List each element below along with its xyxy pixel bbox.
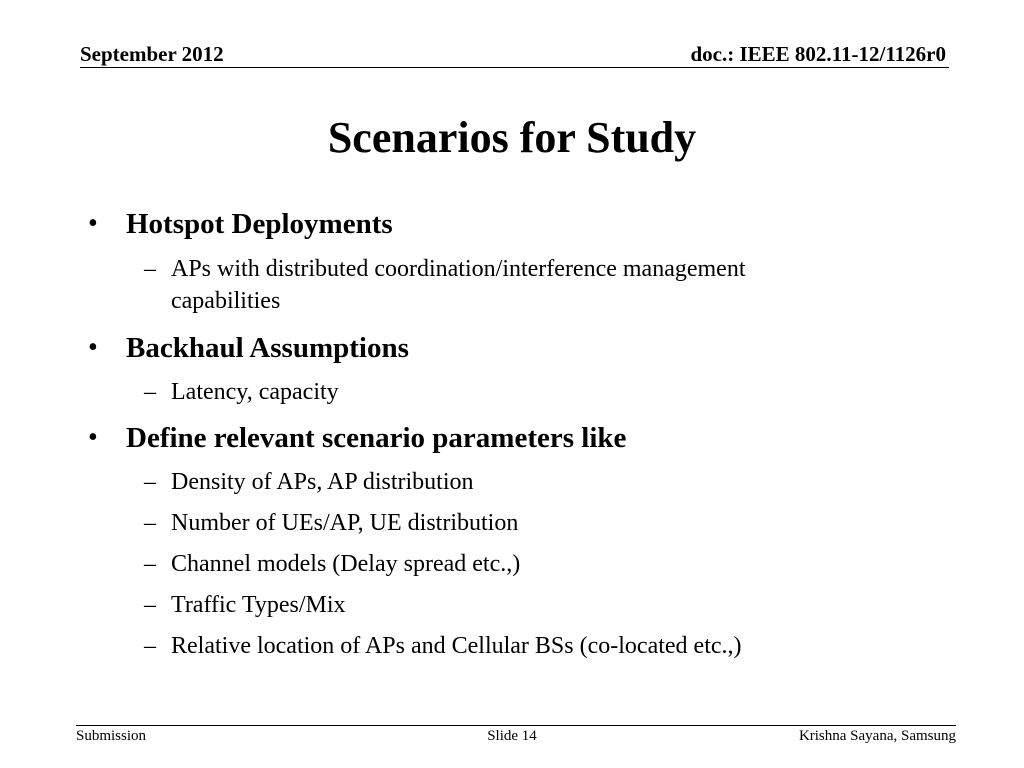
sub-bullet-text: Latency, capacity [171,379,339,405]
sub-bullet-text: Relative location of APs and Cellular BSs (co-located etc.,) [171,633,742,659]
sub-bullet-text-continued: capabilities [171,288,281,314]
dash-icon: – [144,633,156,659]
dash-icon: – [144,551,156,577]
footer-divider [76,725,956,726]
dash-icon: – [144,510,156,536]
header-date: September 2012 [80,42,224,66]
slide-title: Scenarios for Study [327,113,697,162]
sub-bullet-text: APs with distributed coordination/interference management [171,256,746,282]
bullet-text: Define relevant scenario parameters like [126,422,627,454]
header-doc-id: doc.: IEEE 802.11-12/1126r0 [690,42,946,66]
footer-author: Krishna Sayana, Samsung [798,728,956,744]
bullet-icon: • [88,208,98,239]
footer-submission: Submission [76,728,147,744]
bullet-icon: • [88,422,98,453]
sub-bullet-text: Density of APs, AP distribution [171,469,474,495]
sub-bullet-text: Number of UEs/AP, UE distribution [171,510,519,536]
sub-bullet-text: Traffic Types/Mix [171,592,346,618]
sub-bullet-text: Channel models (Delay spread etc.,) [171,551,521,577]
dash-icon: – [144,379,156,405]
footer-slide-number: Slide 14 [487,728,537,744]
bullet-icon: • [88,332,98,363]
bullet-text: Backhaul Assumptions [126,332,409,364]
bullet-text: Hotspot Deployments [126,208,393,240]
dash-icon: – [144,256,156,282]
dash-icon: – [144,592,156,618]
dash-icon: – [144,469,156,495]
